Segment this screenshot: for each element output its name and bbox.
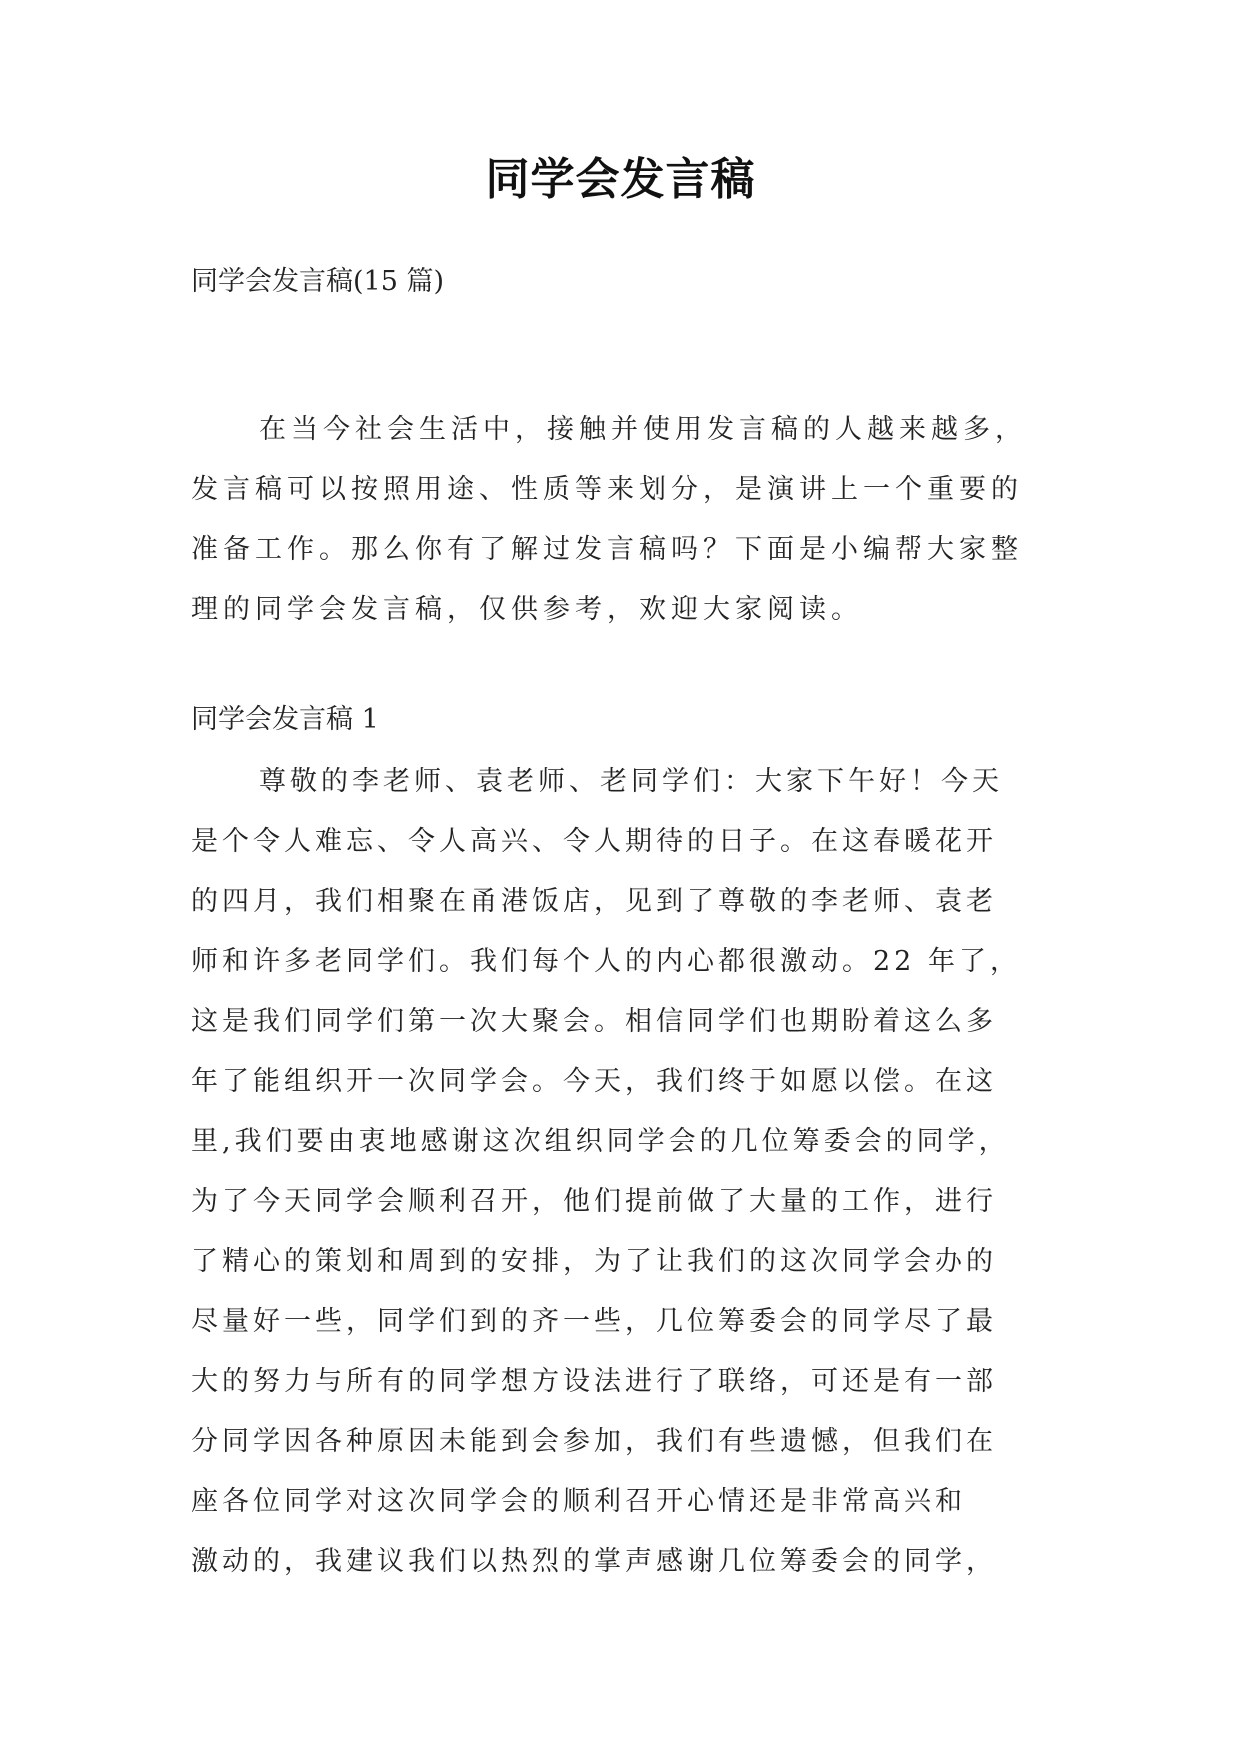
section-paragraph <box>191 752 1061 1592</box>
document-title: 同学会发言稿 <box>485 154 756 205</box>
section-line: 尽量好一些，同学们到的齐一些，几位筹委会的同学尽了最 <box>191 1306 997 1337</box>
section-line: 师和许多老同学们。我们每个人的内心都很激动。22 年了， <box>191 946 1021 977</box>
section-line: 了精心的策划和周到的安排，为了让我们的这次同学会办的 <box>191 1246 997 1277</box>
document-subtitle: 同学会发言稿(15 篇) <box>191 266 445 297</box>
section-line: 尊敬的李老师、袁老师、老同学们：大家下午好！今天 <box>259 766 1003 797</box>
intro-line: 在当今社会生活中，接触并使用发言稿的人越来越多， <box>259 414 1027 445</box>
intro-paragraph <box>191 400 1061 640</box>
section-line: 的四月，我们相聚在甬港饭店，见到了尊敬的李老师、袁老 <box>191 886 997 917</box>
intro-line: 发言稿可以按照用途、性质等来划分，是演讲上一个重要的 <box>191 474 1023 505</box>
section-line: 是个令人难忘、令人高兴、令人期待的日子。在这春暖花开 <box>191 826 997 857</box>
section-line: 座各位同学对这次同学会的顺利召开心情还是非常高兴和 <box>191 1486 966 1517</box>
section-line: 激动的，我建议我们以热烈的掌声感谢几位筹委会的同学， <box>191 1546 997 1577</box>
section-line: 里,我们要由衷地感谢这次组织同学会的几位筹委会的同学， <box>191 1126 1010 1157</box>
section-line: 分同学因各种原因未能到会参加，我们有些遗憾，但我们在 <box>191 1426 997 1457</box>
section-line: 大的努力与所有的同学想方设法进行了联络，可还是有一部 <box>191 1366 997 1397</box>
section-line: 这是我们同学们第一次大聚会。相信同学们也期盼着这么多 <box>191 1006 997 1037</box>
section-heading: 同学会发言稿 1 <box>191 704 379 735</box>
section-line: 为了今天同学会顺利召开，他们提前做了大量的工作，进行 <box>191 1186 997 1217</box>
intro-line: 准备工作。那么你有了解过发言稿吗？下面是小编帮大家整 <box>191 534 1023 565</box>
section-line: 年了能组织开一次同学会。今天，我们终于如愿以偿。在这 <box>191 1066 997 1097</box>
intro-line: 理的同学会发言稿，仅供参考，欢迎大家阅读。 <box>191 594 863 625</box>
